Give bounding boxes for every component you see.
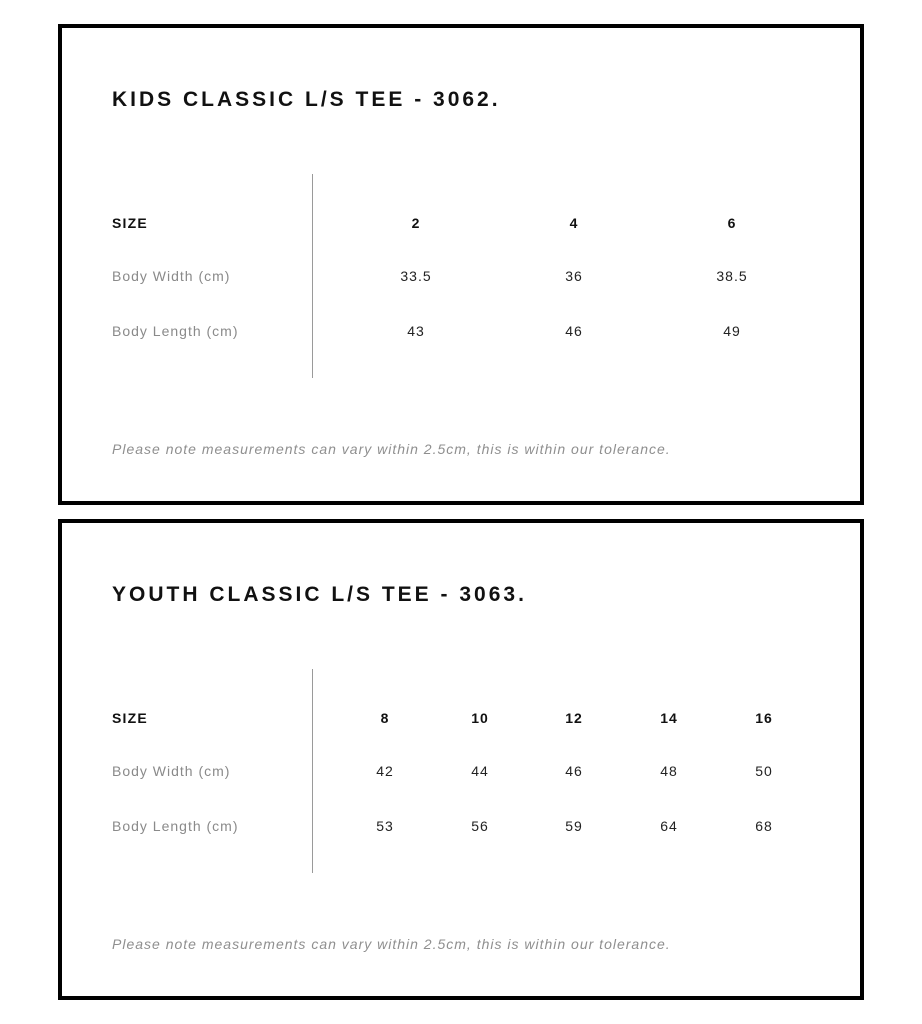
youth-size-cell: 16 bbox=[755, 710, 773, 726]
youth-size-cell: 12 bbox=[565, 710, 583, 726]
kids-body-width-row-label: Body Width (cm) bbox=[112, 268, 231, 284]
kids-chart-title: KIDS CLASSIC L/S TEE - 3062. bbox=[112, 88, 501, 111]
youth-body-length-cell: 53 bbox=[376, 818, 394, 834]
youth-body-width-cell: 48 bbox=[660, 763, 678, 779]
youth-body-width-cell: 42 bbox=[376, 763, 394, 779]
youth-body-length-row-label: Body Length (cm) bbox=[112, 818, 239, 834]
kids-body-length-row-label: Body Length (cm) bbox=[112, 323, 239, 339]
youth-body-length-cell: 64 bbox=[660, 818, 678, 834]
youth-size-cell: 8 bbox=[380, 710, 390, 726]
youth-body-width-cell: 46 bbox=[565, 763, 583, 779]
youth-body-length-cell: 59 bbox=[565, 818, 583, 834]
kids-size-cell: 2 bbox=[411, 215, 421, 231]
youth-column-divider bbox=[312, 669, 313, 873]
kids-size-row-label: SIZE bbox=[112, 215, 148, 231]
kids-tolerance-note: Please note measurements can vary within 2.5cm, this is within our tolerance. bbox=[112, 441, 671, 457]
kids-size-chart-card bbox=[58, 24, 864, 505]
kids-body-length-cell: 46 bbox=[565, 323, 583, 339]
youth-size-cell: 10 bbox=[471, 710, 489, 726]
youth-size-cell: 14 bbox=[660, 710, 678, 726]
kids-body-width-cell: 36 bbox=[565, 268, 583, 284]
youth-size-chart-card bbox=[58, 519, 864, 1000]
youth-body-width-cell: 44 bbox=[471, 763, 489, 779]
kids-body-width-cell: 33.5 bbox=[400, 268, 432, 284]
youth-body-length-cell: 56 bbox=[471, 818, 489, 834]
youth-tolerance-note: Please note measurements can vary within 2.5cm, this is within our tolerance. bbox=[112, 936, 671, 952]
youth-body-width-cell: 50 bbox=[755, 763, 773, 779]
youth-chart-title: YOUTH CLASSIC L/S TEE - 3063. bbox=[112, 583, 527, 606]
youth-body-width-row-label: Body Width (cm) bbox=[112, 763, 231, 779]
youth-size-row-label: SIZE bbox=[112, 710, 148, 726]
kids-column-divider bbox=[312, 174, 313, 378]
kids-size-cell: 6 bbox=[727, 215, 737, 231]
kids-body-length-cell: 43 bbox=[407, 323, 425, 339]
kids-body-length-cell: 49 bbox=[723, 323, 741, 339]
kids-body-width-cell: 38.5 bbox=[716, 268, 748, 284]
youth-body-length-cell: 68 bbox=[755, 818, 773, 834]
kids-size-cell: 4 bbox=[569, 215, 579, 231]
